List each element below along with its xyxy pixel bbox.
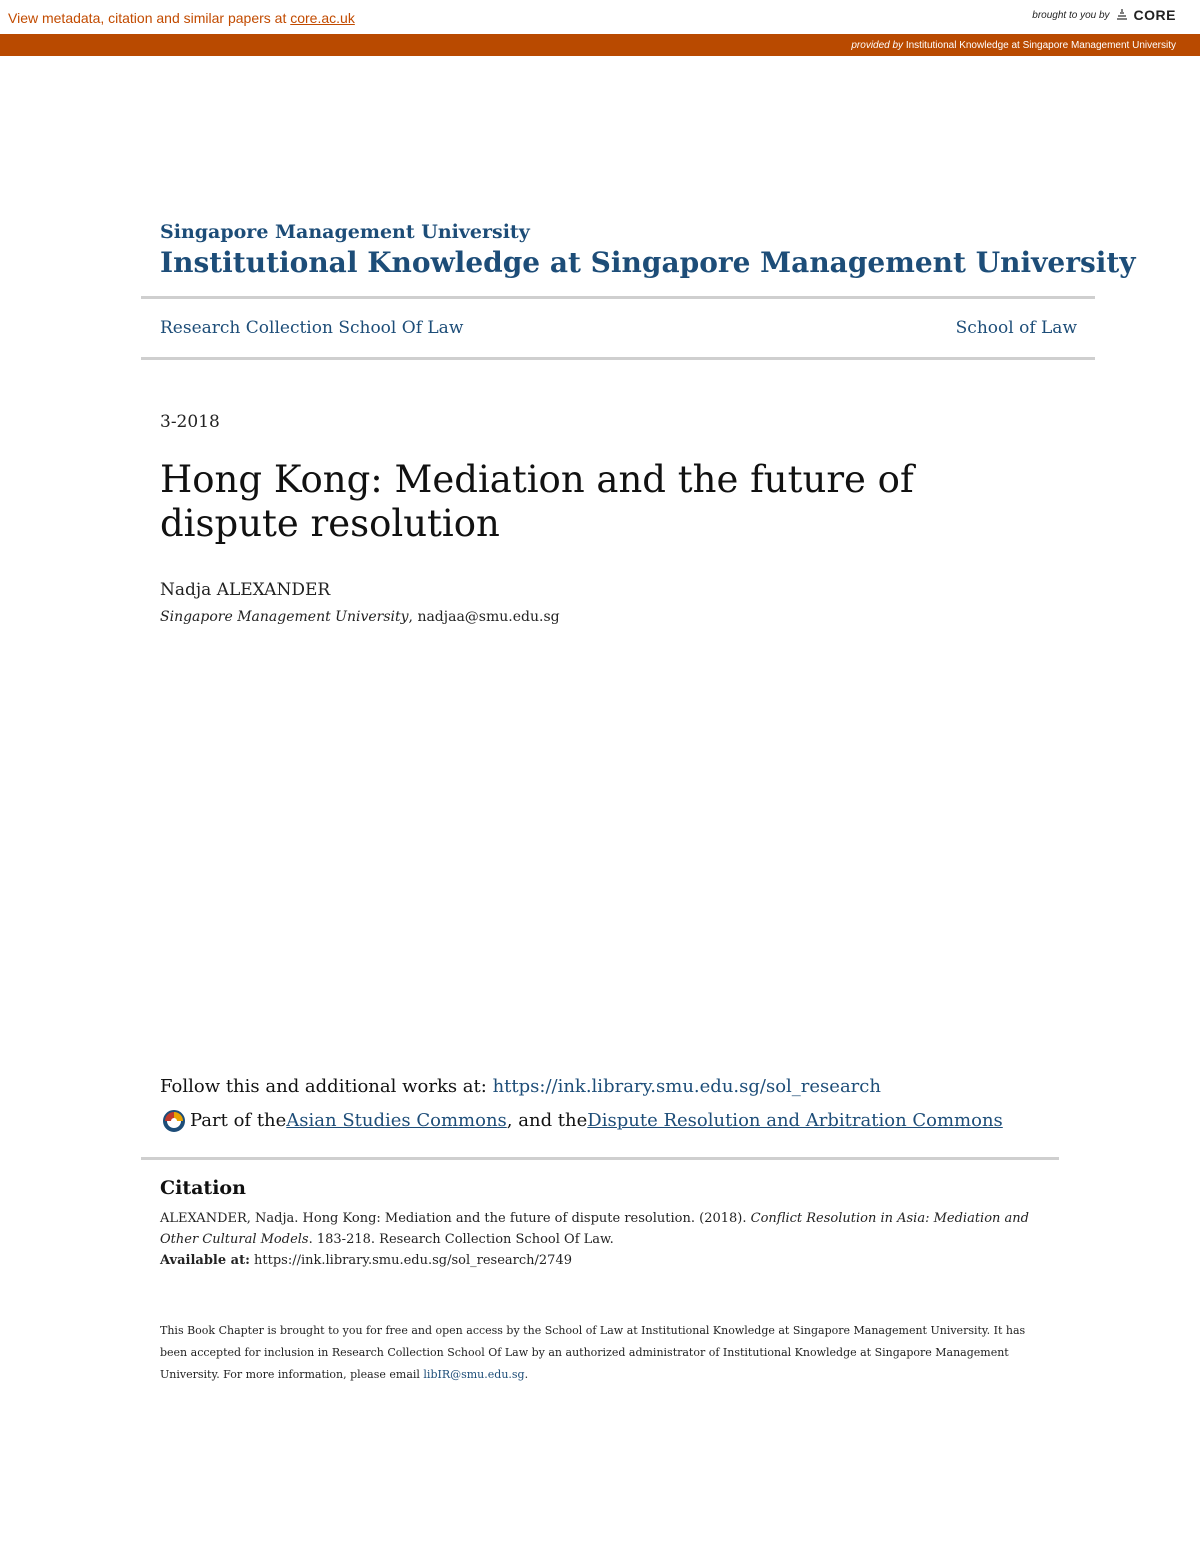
citation-heading: Citation (160, 1177, 246, 1199)
core-link-text[interactable]: core.ac.uk (290, 10, 355, 26)
school-link[interactable]: School of Law (955, 318, 1077, 338)
notice-text: This Book Chapter is brought to you for free and open access by the School of Law at Institutional Knowledge at Singapore Management University. It has been accepted for inclusion in Research Collection School Of Law by an authorized administrator of Institutional Knowledge at Singapore Management University. For more information, please email (160, 1324, 1026, 1381)
notice-end: . (524, 1368, 529, 1381)
repository-name[interactable]: Institutional Knowledge at Singapore Management University (160, 246, 1136, 279)
core-brand[interactable] (1032, 7, 1176, 23)
follow-label: Follow this and additional works at: (160, 1076, 493, 1097)
author-affiliation (160, 609, 560, 625)
core-link-prefix: View metadata, citation and similar papers at (8, 10, 291, 26)
university-name[interactable]: Singapore Management University (160, 221, 530, 243)
available-label: Available at: (160, 1253, 250, 1268)
core-logo-text: CORE (1133, 7, 1176, 23)
provided-by-label: provided by (851, 40, 904, 51)
dispute-resolution-commons-link[interactable]: Dispute Resolution and Arbitration Commons (587, 1109, 1003, 1131)
citation-plain: ALEXANDER, Nadja. Hong Kong: Mediation and the future of dispute resolution. (2018). (160, 1211, 751, 1226)
core-logo-icon (1114, 7, 1130, 23)
part-of-prefix: Part of the (190, 1109, 287, 1131)
follow-line (160, 1076, 881, 1097)
citation-text (160, 1208, 1040, 1250)
core-provided-bar (0, 34, 1200, 56)
access-notice (160, 1320, 1040, 1386)
provided-by-text[interactable] (851, 40, 1176, 51)
collection-link[interactable]: Research Collection School Of Law (160, 318, 464, 338)
citation-divider (141, 1157, 1059, 1160)
author-name: Nadja ALEXANDER (160, 580, 331, 600)
part-of-middle: , and the (506, 1109, 588, 1131)
available-url[interactable]: https://ink.library.smu.edu.sg/sol_research/2749 (249, 1253, 572, 1268)
core-metadata-link[interactable] (8, 10, 355, 26)
follow-url-link[interactable]: https://ink.library.smu.edu.sg/sol_research (492, 1076, 881, 1097)
publication-date: 3-2018 (160, 412, 220, 432)
header-divider-bottom (141, 357, 1095, 360)
citation-body (160, 1208, 1040, 1271)
header-divider-top (141, 296, 1095, 299)
core-banner (0, 0, 1200, 34)
notice-email-link[interactable]: libIR@smu.edu.sg (423, 1368, 525, 1381)
asian-studies-commons-link[interactable]: Asian Studies Commons (286, 1109, 507, 1131)
affiliation-email: , nadjaa@smu.edu.sg (408, 609, 560, 625)
citation-available (160, 1250, 1040, 1271)
bepress-network-icon (160, 1106, 188, 1134)
brought-to-you-text: brought to you by (1032, 9, 1110, 21)
provided-by-source: Institutional Knowledge at Singapore Management University (903, 40, 1176, 51)
article-title: Hong Kong: Mediation and the future of dispute resolution (160, 458, 914, 545)
part-of-line (160, 1106, 1003, 1134)
citation-tail: . 183-218. Research Collection School Of Law. (308, 1232, 614, 1247)
affiliation-institution: Singapore Management University (160, 609, 409, 625)
citation-book-title: Conflict Resolution in Asia: Mediation and Other Cultural Models (160, 1211, 1029, 1247)
